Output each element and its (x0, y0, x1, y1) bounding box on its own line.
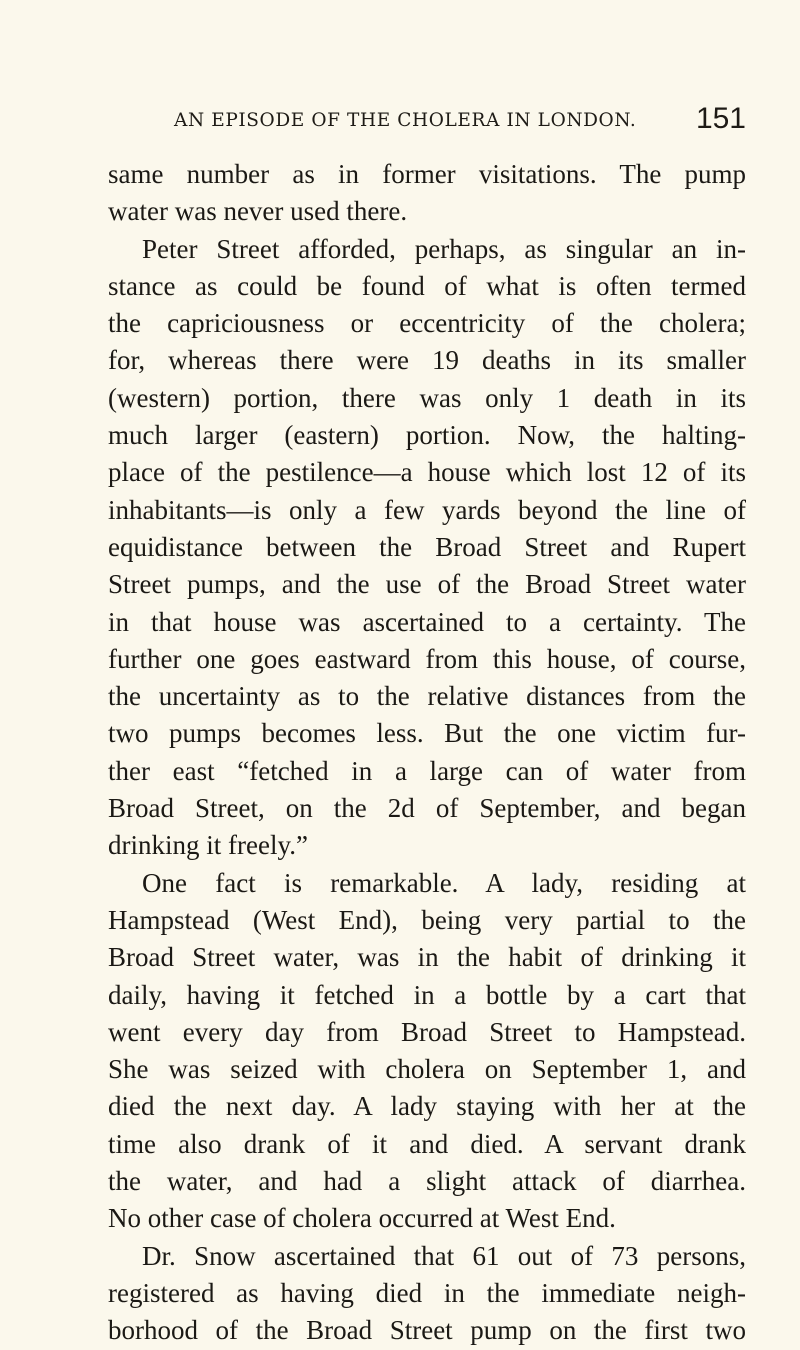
text-line: One fact is remarkable. A lady, residing at (142, 867, 746, 898)
text-line: registered as having died in the immediate neigh- (108, 1277, 746, 1308)
text-line: Hampstead (West End), being very partial to the (108, 904, 746, 935)
text-line: stance as could be found of what is often termed (108, 270, 746, 301)
text-line: time also drank of it and died. A servant drank (108, 1128, 746, 1159)
text-line: for, whereas there were 19 deaths in its smaller (108, 345, 746, 376)
text-line: the capriciousness or eccentricity of the cholera; (108, 308, 746, 339)
running-title: AN EPISODE OF THE CHOLERA IN LONDON. (174, 110, 637, 131)
text-line: died the next day. A lady staying with her at the (108, 1091, 746, 1122)
text-line: Dr. Snow ascertained that 61 out of 73 persons, (142, 1240, 746, 1271)
text-line: ther east “fetched in a large can of water from (108, 755, 746, 786)
text-line: the water, and had a slight attack of diarrhea. (108, 1166, 746, 1197)
text-line: No other case of cholera occurred at West End. (108, 1203, 616, 1234)
text-line: Peter Street afforded, perhaps, as singular an in- (142, 233, 746, 264)
text-line: equidistance between the Broad Street and Rupert (108, 531, 746, 562)
text-line: Broad Street water, was in the habit of drinking it (108, 942, 746, 973)
text-line: Broad Street, on the 2d of September, and began (108, 793, 746, 824)
body-text (108, 156, 746, 1350)
text-line: same number as in former visitations. The pump (108, 159, 746, 189)
text-line: much larger (eastern) portion. Now, the halting- (108, 420, 746, 451)
text-line: in that house was ascertained to a certainty. The (108, 606, 746, 637)
text-line: place of the pestilence—a house which lost 12 of its (108, 457, 746, 488)
text-line: Street pumps, and the use of the Broad Street water (108, 569, 746, 600)
text-line: She was seized with cholera on September 1, and (108, 1054, 746, 1085)
page-number: 151 (695, 102, 746, 135)
text-line: drinking it freely.” (108, 830, 308, 861)
text-line: daily, having it fetched in a bottle by a cart that (108, 979, 746, 1010)
text-line: two pumps becomes less. But the one victim fur- (108, 718, 746, 749)
text-line: borhood of the Broad Street pump on the first two (108, 1315, 746, 1346)
text-line: water was never used there. (108, 196, 408, 227)
text-line: went every day from Broad Street to Hampstead. (108, 1016, 746, 1047)
text-line: inhabitants—is only a few yards beyond the line of (108, 494, 746, 525)
running-head (108, 96, 746, 138)
text-line: (western) portion, there was only 1 death in its (108, 382, 746, 413)
text-line: the uncertainty as to the relative distances from the (108, 681, 746, 712)
text-line: further one goes eastward from this house, of course, (108, 643, 746, 674)
